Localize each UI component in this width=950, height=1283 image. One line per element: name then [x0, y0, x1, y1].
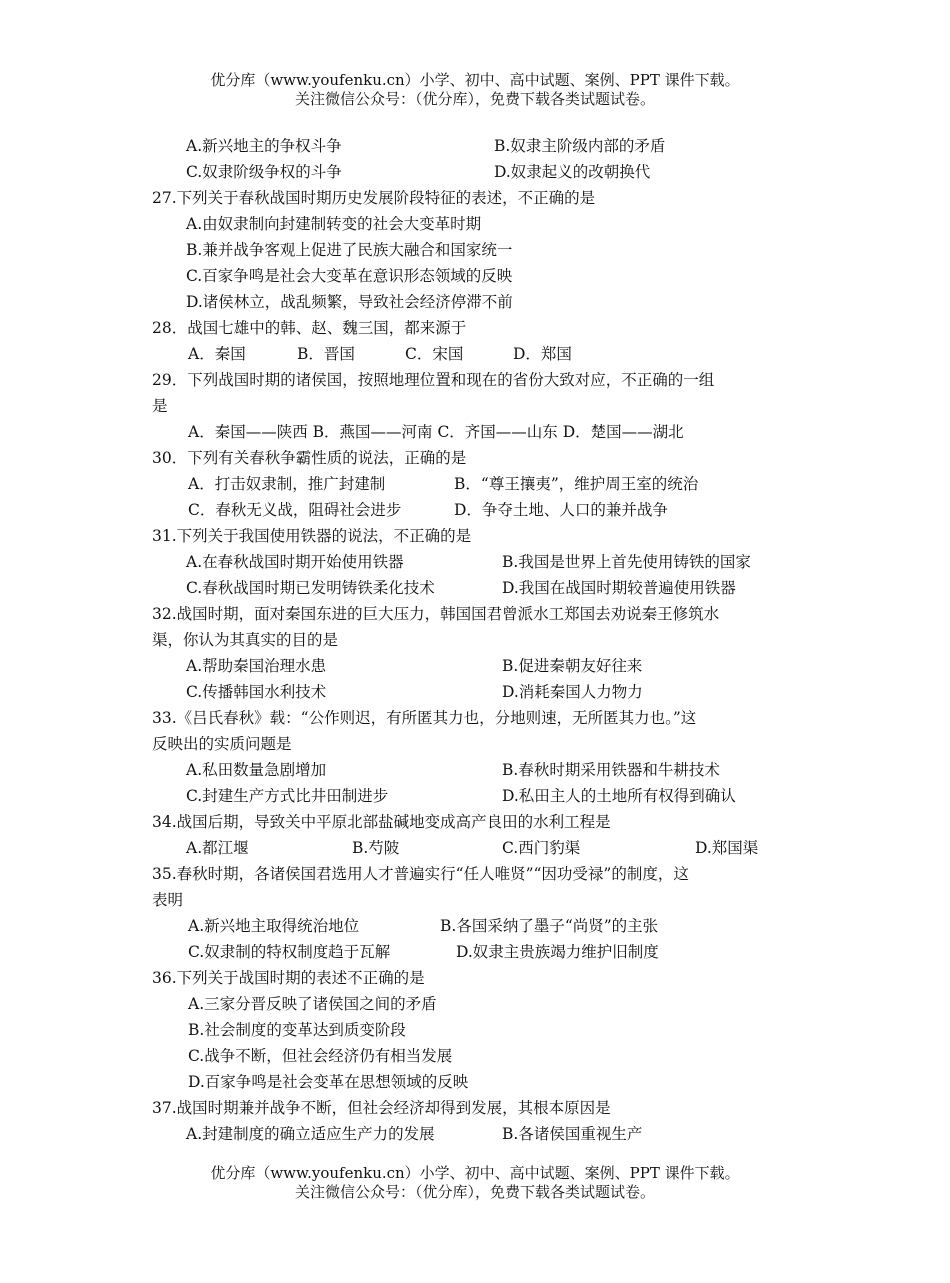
q37-stem: 37.战国时期兼并战争不断，但社会经济却得到发展，其根本原因是 — [152, 1099, 611, 1117]
q27-option-a: A.由奴隶制向封建制转变的社会大变革时期 — [186, 215, 482, 233]
q26-option-d: D.奴隶起义的改朝换代 — [494, 163, 651, 181]
q35-options-row-1 — [152, 913, 812, 939]
q36-stem: 36.下列关于战国时期的表述不正确的是 — [152, 969, 425, 987]
q37-option-a: A.封建制度的确立适应生产力的发展 — [186, 1125, 435, 1143]
q26-option-a: A.新兴地主的争权斗争 — [186, 137, 342, 155]
q28-option-a: A．秦国 — [188, 345, 246, 363]
q30-option-b: B．“尊王攘夷”，维护周王室的统治 — [454, 475, 699, 493]
q35-option-d: D.奴隶主贵族竭力维护旧制度 — [456, 943, 659, 961]
footer-line-1: 优分库（www.youfenku.cn）小学、初中、高中试题、案例、PPT 课件下载。 — [210, 1164, 740, 1182]
q26-option-c: C.奴隶阶级争权的斗争 — [186, 163, 342, 181]
q33-options-row-1 — [152, 757, 812, 783]
q29-options: A．秦国——陕西 B．燕国——河南 C．齐国——山东 D．楚国——湖北 — [188, 423, 684, 441]
q26-options-row-1 — [152, 133, 812, 159]
q34-options — [152, 835, 812, 861]
q28-option-d: D．郑国 — [513, 345, 572, 363]
q36-option-a: A.三家分晋反映了诸侯国之间的矛盾 — [188, 995, 437, 1013]
q30-option-a: A．打击奴隶制，推广封建制 — [188, 475, 386, 493]
q31-options-row-1 — [152, 549, 812, 575]
q36-option-b: B.社会制度的变革达到质变阶段 — [188, 1021, 406, 1039]
q34-option-a: A.都江堰 — [186, 839, 249, 857]
q35-stem-line-2: 表明 — [152, 891, 184, 909]
q26-option-b: B.奴隶主阶级内部的矛盾 — [494, 137, 666, 155]
q33-option-c: C.封建生产方式比井田制进步 — [186, 787, 389, 805]
q26-options-row-2 — [152, 159, 812, 185]
q36-option-d: D.百家争鸣是社会变革在思想领域的反映 — [188, 1073, 469, 1091]
q32-options-row-2 — [152, 679, 812, 705]
q35-option-c: C.奴隶制的特权制度趋于瓦解 — [188, 943, 391, 961]
q32-stem-line-1: 32.战国时期，面对秦国东进的巨大压力，韩国国君曾派水工郑国去劝说秦王修筑水 — [152, 605, 720, 623]
q33-option-b: B.春秋时期采用铁器和牛耕技术 — [502, 761, 720, 779]
q30-option-c: C．春秋无义战，阻碍社会进步 — [188, 501, 402, 519]
q33-option-a: A.私田数量急剧增加 — [186, 761, 327, 779]
q34-option-d: D.郑国渠 — [695, 839, 759, 857]
q32-stem-line-2: 渠，你认为其真实的目的是 — [152, 631, 339, 649]
q34-option-c: C.西门豹渠 — [502, 839, 581, 857]
q35-option-a: A.新兴地主取得统治地位 — [188, 917, 360, 935]
q34-stem: 34.战国后期，导致关中平原北部盐碱地变成高产良田的水利工程是 — [152, 813, 611, 831]
q31-stem: 31.下列关于我国使用铁器的说法，不正确的是 — [152, 527, 472, 545]
q35-stem-line-1: 35.春秋时期，各诸侯国君选用人才普遍实行“任人唯贤”“因功受禄”的制度，这 — [152, 865, 689, 883]
q28-stem: 28．战国七雄中的韩、赵、魏三国，都来源于 — [152, 319, 467, 337]
q27-stem: 27.下列关于春秋战国时期历史发展阶段特征的表述，不正确的是 — [152, 189, 596, 207]
q37-options — [152, 1121, 812, 1147]
q30-stem: 30．下列有关春秋争霸性质的说法，正确的是 — [152, 449, 467, 467]
q32-option-d: D.消耗秦国人力物力 — [502, 683, 643, 701]
header-line-1: 优分库（www.youfenku.cn）小学、初中、高中试题、案例、PPT 课件下载。 — [210, 71, 740, 89]
q33-stem-line-1: 33.《吕氏春秋》载：“公作则迟，有所匿其力也，分地则速，无所匿其力也。”这 — [152, 709, 697, 727]
q31-options-row-2 — [152, 575, 812, 601]
q31-option-b: B.我国是世界上首先使用铸铁的国家 — [502, 553, 751, 571]
q27-option-b: B.兼并战争客观上促进了民族大融合和国家统一 — [186, 241, 513, 259]
q32-option-a: A.帮助秦国治理水患 — [186, 657, 327, 675]
q30-option-d: D．争夺土地、人口的兼并战争 — [454, 501, 668, 519]
q35-option-b: B.各国采纳了墨子“尚贤”的主张 — [440, 917, 659, 935]
q28-option-b: B．晋国 — [297, 345, 355, 363]
q27-option-c: C.百家争鸣是社会大变革在意识形态领域的反映 — [186, 267, 513, 285]
q34-option-b: B.芍陂 — [352, 839, 400, 857]
q33-stem-line-2: 反映出的实质问题是 — [152, 735, 292, 753]
page-footer — [0, 1164, 950, 1202]
q32-options-row-1 — [152, 653, 812, 679]
q33-options-row-2 — [152, 783, 812, 809]
q35-options-row-2 — [152, 939, 812, 965]
q31-option-d: D.我国在战国时期较普遍使用铁器 — [502, 579, 736, 597]
page-header — [0, 71, 950, 109]
q29-stem-line-1: 29．下列战国时期的诸侯国，按照地理位置和现在的省份大致对应，不正确的一组 — [152, 371, 715, 389]
q37-option-b: B.各诸侯国重视生产 — [502, 1125, 643, 1143]
q28-options — [152, 341, 812, 367]
q31-option-a: A.在春秋战国时期开始使用铁器 — [186, 553, 404, 571]
q28-option-c: C．宋国 — [405, 345, 464, 363]
q30-options-row-1 — [152, 471, 812, 497]
q33-option-d: D.私田主人的土地所有权得到确认 — [502, 787, 736, 805]
q31-option-c: C.春秋战国时期已发明铸铁柔化技术 — [186, 579, 435, 597]
q30-options-row-2 — [152, 497, 812, 523]
q27-option-d: D.诸侯林立，战乱频繁，导致社会经济停滞不前 — [186, 293, 513, 311]
header-line-2: 关注微信公众号：（优分库），免费下载各类试题试卷。 — [294, 90, 655, 108]
q36-option-c: C.战争不断，但社会经济仍有相当发展 — [188, 1047, 453, 1065]
q32-option-b: B.促进秦朝友好往来 — [502, 657, 643, 675]
q29-stem-line-2: 是 — [152, 397, 168, 415]
q32-option-c: C.传播韩国水利技术 — [186, 683, 327, 701]
question-list — [152, 133, 812, 1147]
footer-line-2: 关注微信公众号：（优分库），免费下载各类试题试卷。 — [294, 1183, 655, 1201]
